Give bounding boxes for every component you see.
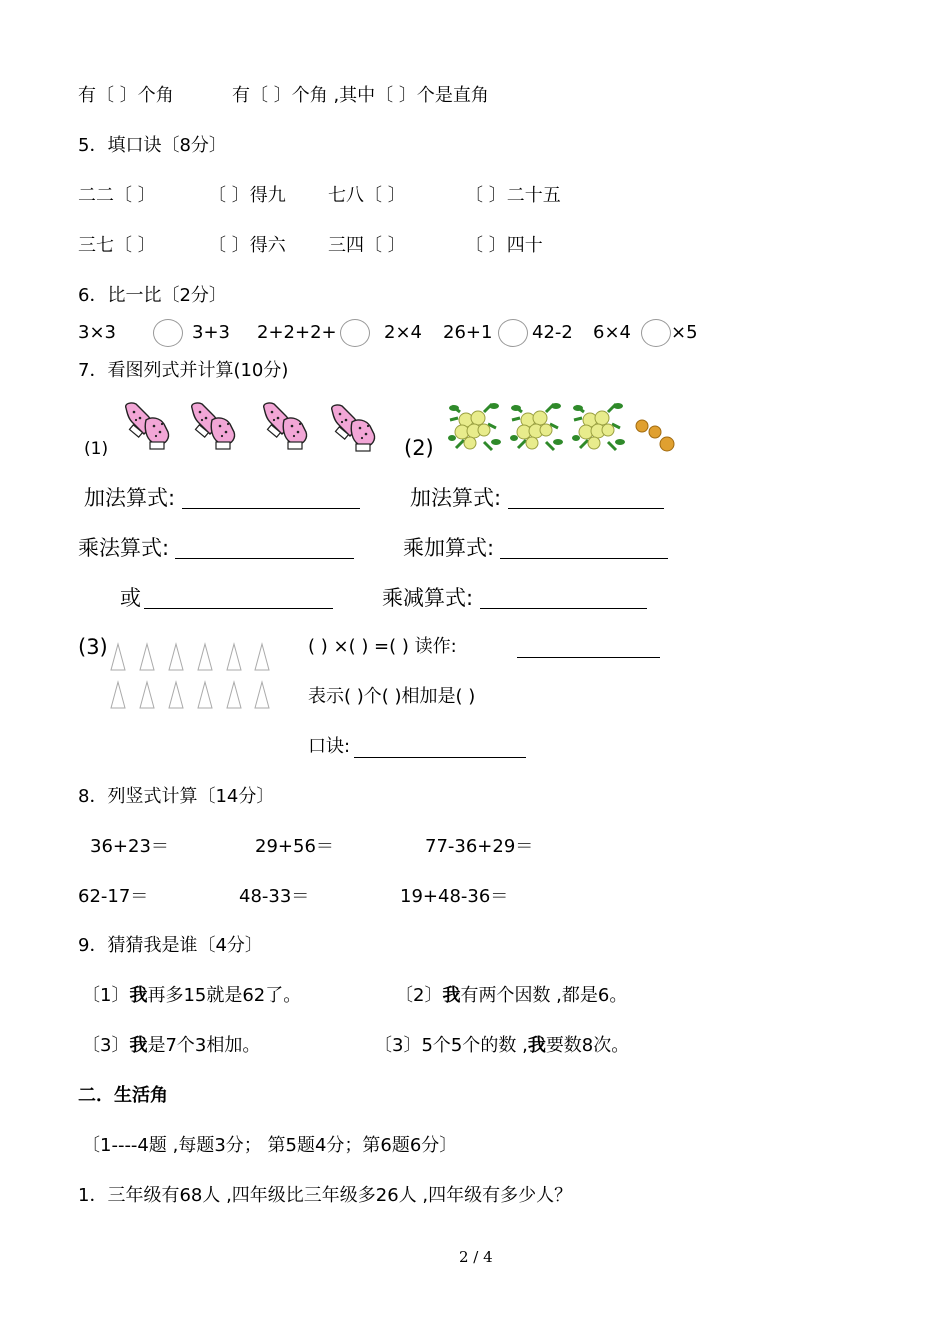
- q5-r2-c: 三四〔 〕: [328, 235, 406, 256]
- compare-oval-3[interactable]: [498, 319, 528, 347]
- right-multiply-subtract-blank[interactable]: [480, 608, 647, 609]
- q6-expr-8: ×5: [671, 322, 698, 343]
- fruit-bunch-icon: [510, 403, 563, 450]
- triangles-illustration: [106, 642, 274, 714]
- left-multiplication-blank[interactable]: [175, 558, 354, 559]
- q9-item-4: 〔3〕5个5个的数 ,我要数8次。: [374, 1035, 630, 1056]
- mitten-pair-icon: [264, 403, 307, 449]
- left-addition-blank[interactable]: [182, 508, 360, 509]
- q5-r1-b: 〔 〕得九: [208, 185, 286, 206]
- right-multiply-add-blank[interactable]: [500, 558, 668, 559]
- angle-count-line-2: 有〔 〕个角 ,其中〔 〕个是直角: [232, 85, 489, 106]
- q6-expr-2: 3+3: [192, 322, 230, 343]
- triangle-row-1: [111, 644, 269, 670]
- angle-count-line-1: 有〔 〕个角: [78, 85, 174, 106]
- part3-rhyme-label: 口诀:: [308, 736, 351, 757]
- mittens-illustration: [122, 402, 387, 454]
- part3-equation: ( ) ×( ) =( ) 读作:: [308, 636, 457, 657]
- q5-r2-b: 〔 〕得六: [208, 235, 286, 256]
- problem-1: 1．三年级有68人 ,四年级比三年级多26人 ,四年级有多少人？: [78, 1185, 573, 1206]
- q5-r1-d: 〔 〕二十五: [465, 185, 561, 206]
- q8-r2-b: 48-33＝: [239, 886, 310, 907]
- section2-title: 二．生活角: [78, 1085, 168, 1106]
- q8-r1-b: 29+56＝: [255, 836, 334, 857]
- section2-score-note: 〔1----4题 ,每题3分； 第5题4分；第6题6分〕: [82, 1135, 458, 1156]
- q7-label-2: (2): [404, 436, 434, 460]
- left-multiplication-label: 乘法算式:: [78, 536, 170, 560]
- compare-oval-2[interactable]: [340, 319, 370, 347]
- q6-expr-7: 6×4: [593, 322, 631, 343]
- mitten-pair-icon: [332, 405, 375, 451]
- q5-r1-a: 二二〔 〕: [78, 185, 156, 206]
- left-addition-label: 加法算式:: [84, 486, 176, 510]
- q6-expr-6: 42-2: [532, 322, 573, 343]
- q6-expr-3: 2+2+2+: [257, 322, 337, 343]
- q6-title: 6．比一比〔2分〕: [78, 285, 227, 306]
- fruit-bunch-icon: [448, 403, 501, 450]
- orange-icon: [649, 426, 661, 438]
- part3-meaning: 表示( )个( )相加是( ): [308, 686, 476, 707]
- q7-title: 7．看图列式并计算(10分): [78, 360, 289, 381]
- left-or-blank[interactable]: [144, 608, 333, 609]
- right-multiply-subtract-label: 乘减算式:: [382, 586, 474, 610]
- q7-label-3: (3): [78, 635, 108, 659]
- orange-icon: [660, 437, 674, 451]
- q6-expr-1: 3×3: [78, 322, 116, 343]
- q8-r1-c: 77-36+29＝: [425, 836, 534, 857]
- page-number: 2 / 4: [459, 1248, 493, 1266]
- q6-expr-5: 26+1: [443, 322, 493, 343]
- q5-r2-d: 〔 〕四十: [465, 235, 543, 256]
- compare-oval-4[interactable]: [641, 319, 671, 347]
- q6-expr-4: 2×4: [384, 322, 422, 343]
- right-addition-blank[interactable]: [508, 508, 664, 509]
- q8-title: 8．列竖式计算〔14分〕: [78, 786, 275, 807]
- q5-r1-c: 七八〔 〕: [328, 185, 406, 206]
- q5-r2-a: 三七〔 〕: [78, 235, 156, 256]
- mitten-pair-icon: [192, 403, 235, 449]
- right-addition-label: 加法算式:: [410, 486, 502, 510]
- mitten-pair-icon: [126, 403, 169, 449]
- fruit-bunch-icon: [572, 403, 625, 450]
- q8-r1-a: 36+23＝: [90, 836, 169, 857]
- right-multiply-add-label: 乘加算式:: [403, 536, 495, 560]
- compare-oval-1[interactable]: [153, 319, 183, 347]
- fruit-illustration: [448, 396, 680, 458]
- q7-label-1: (1): [84, 439, 109, 459]
- orange-icon: [636, 420, 648, 432]
- triangle-row-2: [111, 682, 269, 708]
- q9-item-2: 〔2〕我有两个因数 ,都是6。: [395, 985, 628, 1006]
- q9-title: 9．猜猜我是谁〔4分〕: [78, 935, 263, 956]
- q8-r2-c: 19+48-36＝: [400, 886, 509, 907]
- q8-r2-a: 62-17＝: [78, 886, 149, 907]
- left-or-label: 或: [120, 586, 141, 610]
- q5-title: 5．填口诀〔8分〕: [78, 135, 227, 156]
- part3-reading-blank[interactable]: [517, 657, 660, 658]
- part3-rhyme-blank[interactable]: [354, 757, 526, 758]
- q9-item-1: 〔1〕我再多15就是62了。: [82, 985, 302, 1006]
- q9-item-3: 〔3〕我是7个3相加。: [82, 1035, 261, 1056]
